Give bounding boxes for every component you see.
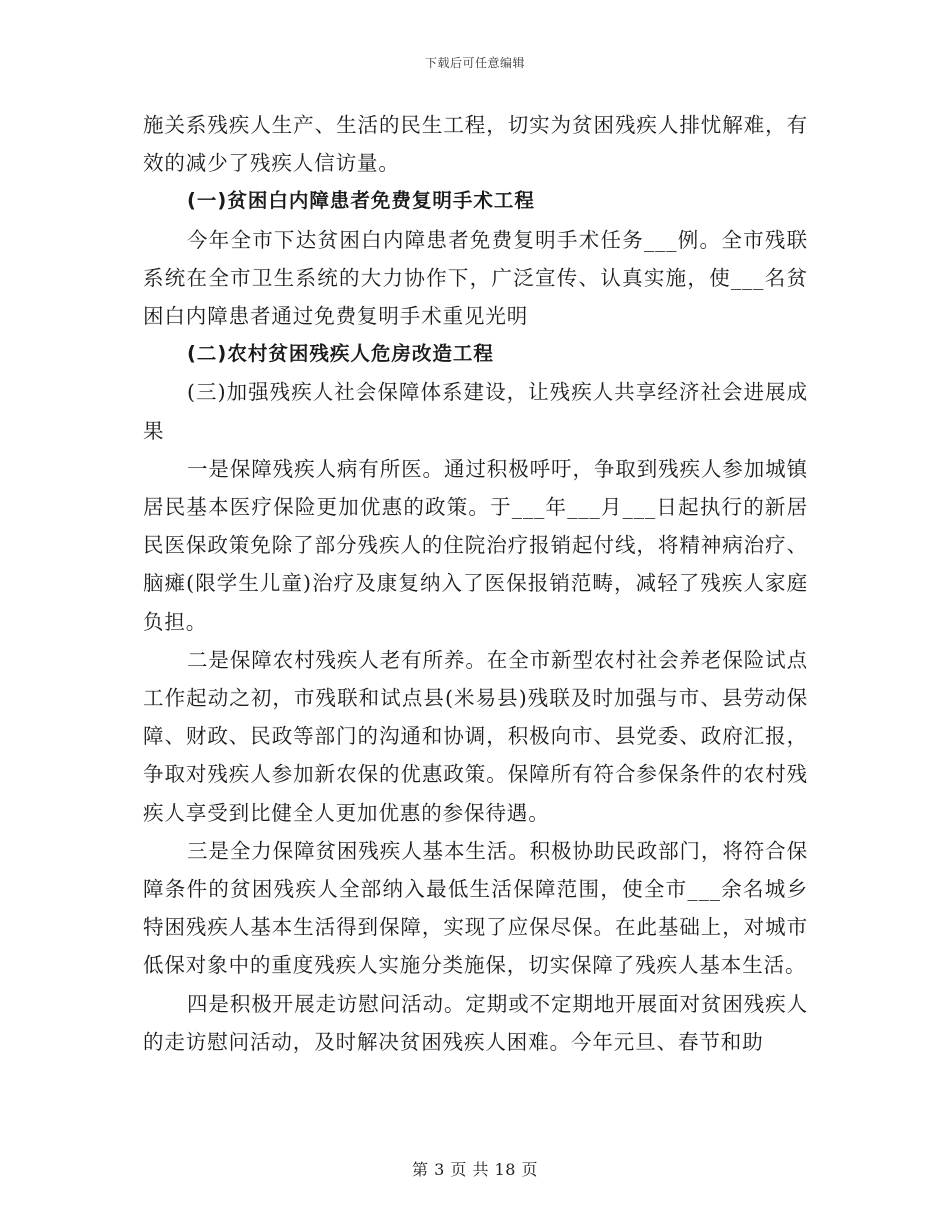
section-heading-housing: (二)农村贫困残疾人危房改造工程 <box>187 342 494 366</box>
paragraph-cataract-surgery: 今年全市下达贫困白内障患者免费复明手术任务___例。全市残联系统在全市卫生系统的大力协作下，广泛宣传、认真实施，使___名贫困白内障患者通过免费复明手术重见光明 <box>143 227 808 329</box>
paragraph-visits: 四是积极开展走访慰问活动。定期或不定期地开展面对贫困残疾人的走访慰问活动，及时解决贫困残疾人困难。今年元旦、春节和助 <box>143 991 808 1054</box>
document-body <box>143 106 808 1061</box>
paragraph-medical-care: 一是保障残疾人病有所医。通过积极呼吁，争取到残疾人参加城镇居民基本医疗保险更加优惠的政策。于___年___月___日起执行的新居民医保政策免除了部分残疾人的住院治疗报销起付线，将精神病治疗、脑瘫(限学生儿童)治疗及康复纳入了医保报销范畴，减轻了残疾人家庭负担。 <box>143 456 808 634</box>
paragraph-elderly-care: 二是保障农村残疾人老有所养。在全市新型农村社会养老保险试点工作起动之初，市残联和试点县(米易县)残联及时加强与市、县劳动保障、财政、民政等部门的沟通和协调，积极向市、县党委、政府汇报，争取对残疾人参加新农保的优惠政策。保障所有符合参保条件的农村残疾人享受到比健全人更加优惠的参保待遇。 <box>143 647 808 825</box>
page-number-footer: 第 3 页 共 18 页 <box>412 1160 538 1179</box>
section-heading-cataract: (一)贫困白内障患者免费复明手术工程 <box>187 189 535 213</box>
page-header-note: 下载后可任意编辑 <box>424 56 525 70</box>
paragraph-social-security: (三)加强残疾人社会保障体系建设，让残疾人共享经济社会进展成果 <box>143 380 808 443</box>
paragraph-basic-living: 三是全力保障贫困残疾人基本生活。积极协助民政部门，将符合保障条件的贫困残疾人全部纳入最低生活保障范围，使全市___余名城乡特困残疾人基本生活得到保障，实现了应保尽保。在此基础上，对城市低保对象中的重度残疾人实施分类施保，切实保障了残疾人基本生活。 <box>143 838 808 978</box>
paragraph-continuation: 施关系残疾人生产、生活的民生工程，切实为贫困残疾人排忧解难，有效的减少了残疾人信访量。 <box>143 113 808 176</box>
